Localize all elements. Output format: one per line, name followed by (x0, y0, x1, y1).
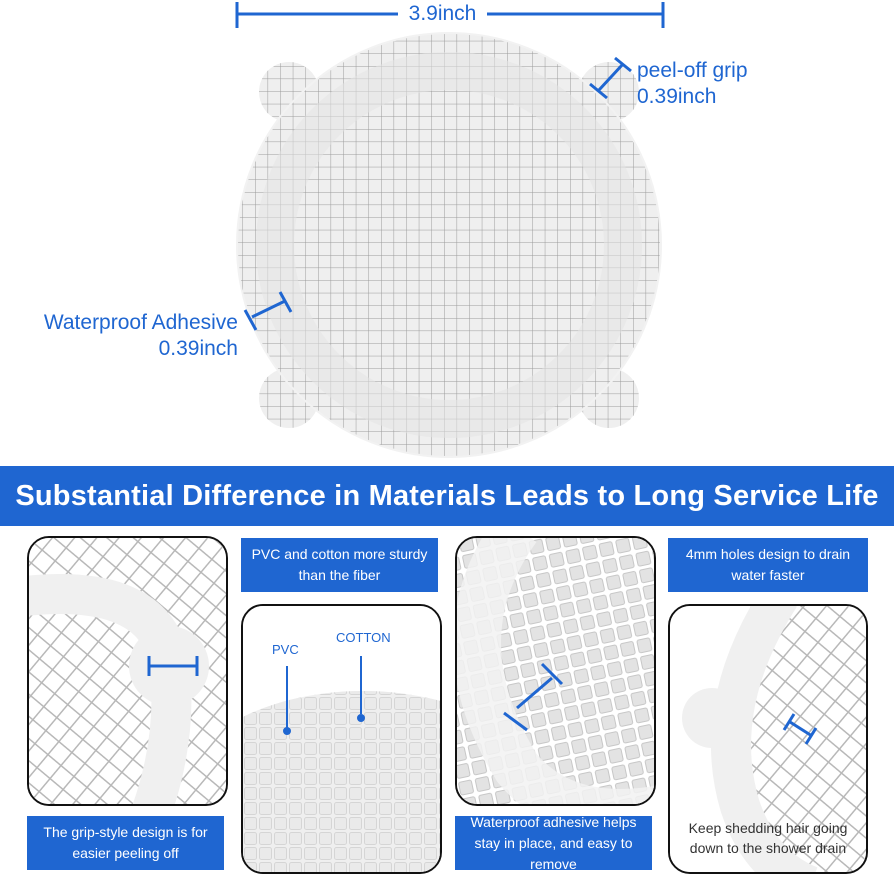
caption-adhesive: Waterproof adhesive helps stay in place, and easy to remove (455, 816, 652, 870)
feature-panel-adhesive (455, 536, 656, 806)
adhesive-label: Waterproof Adhesive 0.39inch (43, 311, 238, 360)
width-label: 3.9inch (408, 2, 477, 25)
caption-grip: The grip-style design is for easier peeling off (27, 816, 224, 870)
caption-holes: 4mm holes design to drain water faster (668, 538, 868, 592)
grip-label: peel-off grip 0.39inch (637, 59, 748, 108)
headline-banner: Substantial Difference in Materials Leads to Long Service Life (0, 466, 894, 526)
feature-panel-grip (27, 536, 228, 806)
label-pvc: PVC (272, 642, 299, 657)
caption-hair: Keep shedding hair going down to the shower drain (688, 820, 848, 856)
label-cotton: COTTON (336, 630, 391, 645)
caption-material: PVC and cotton more sturdy than the fiber (241, 538, 438, 592)
